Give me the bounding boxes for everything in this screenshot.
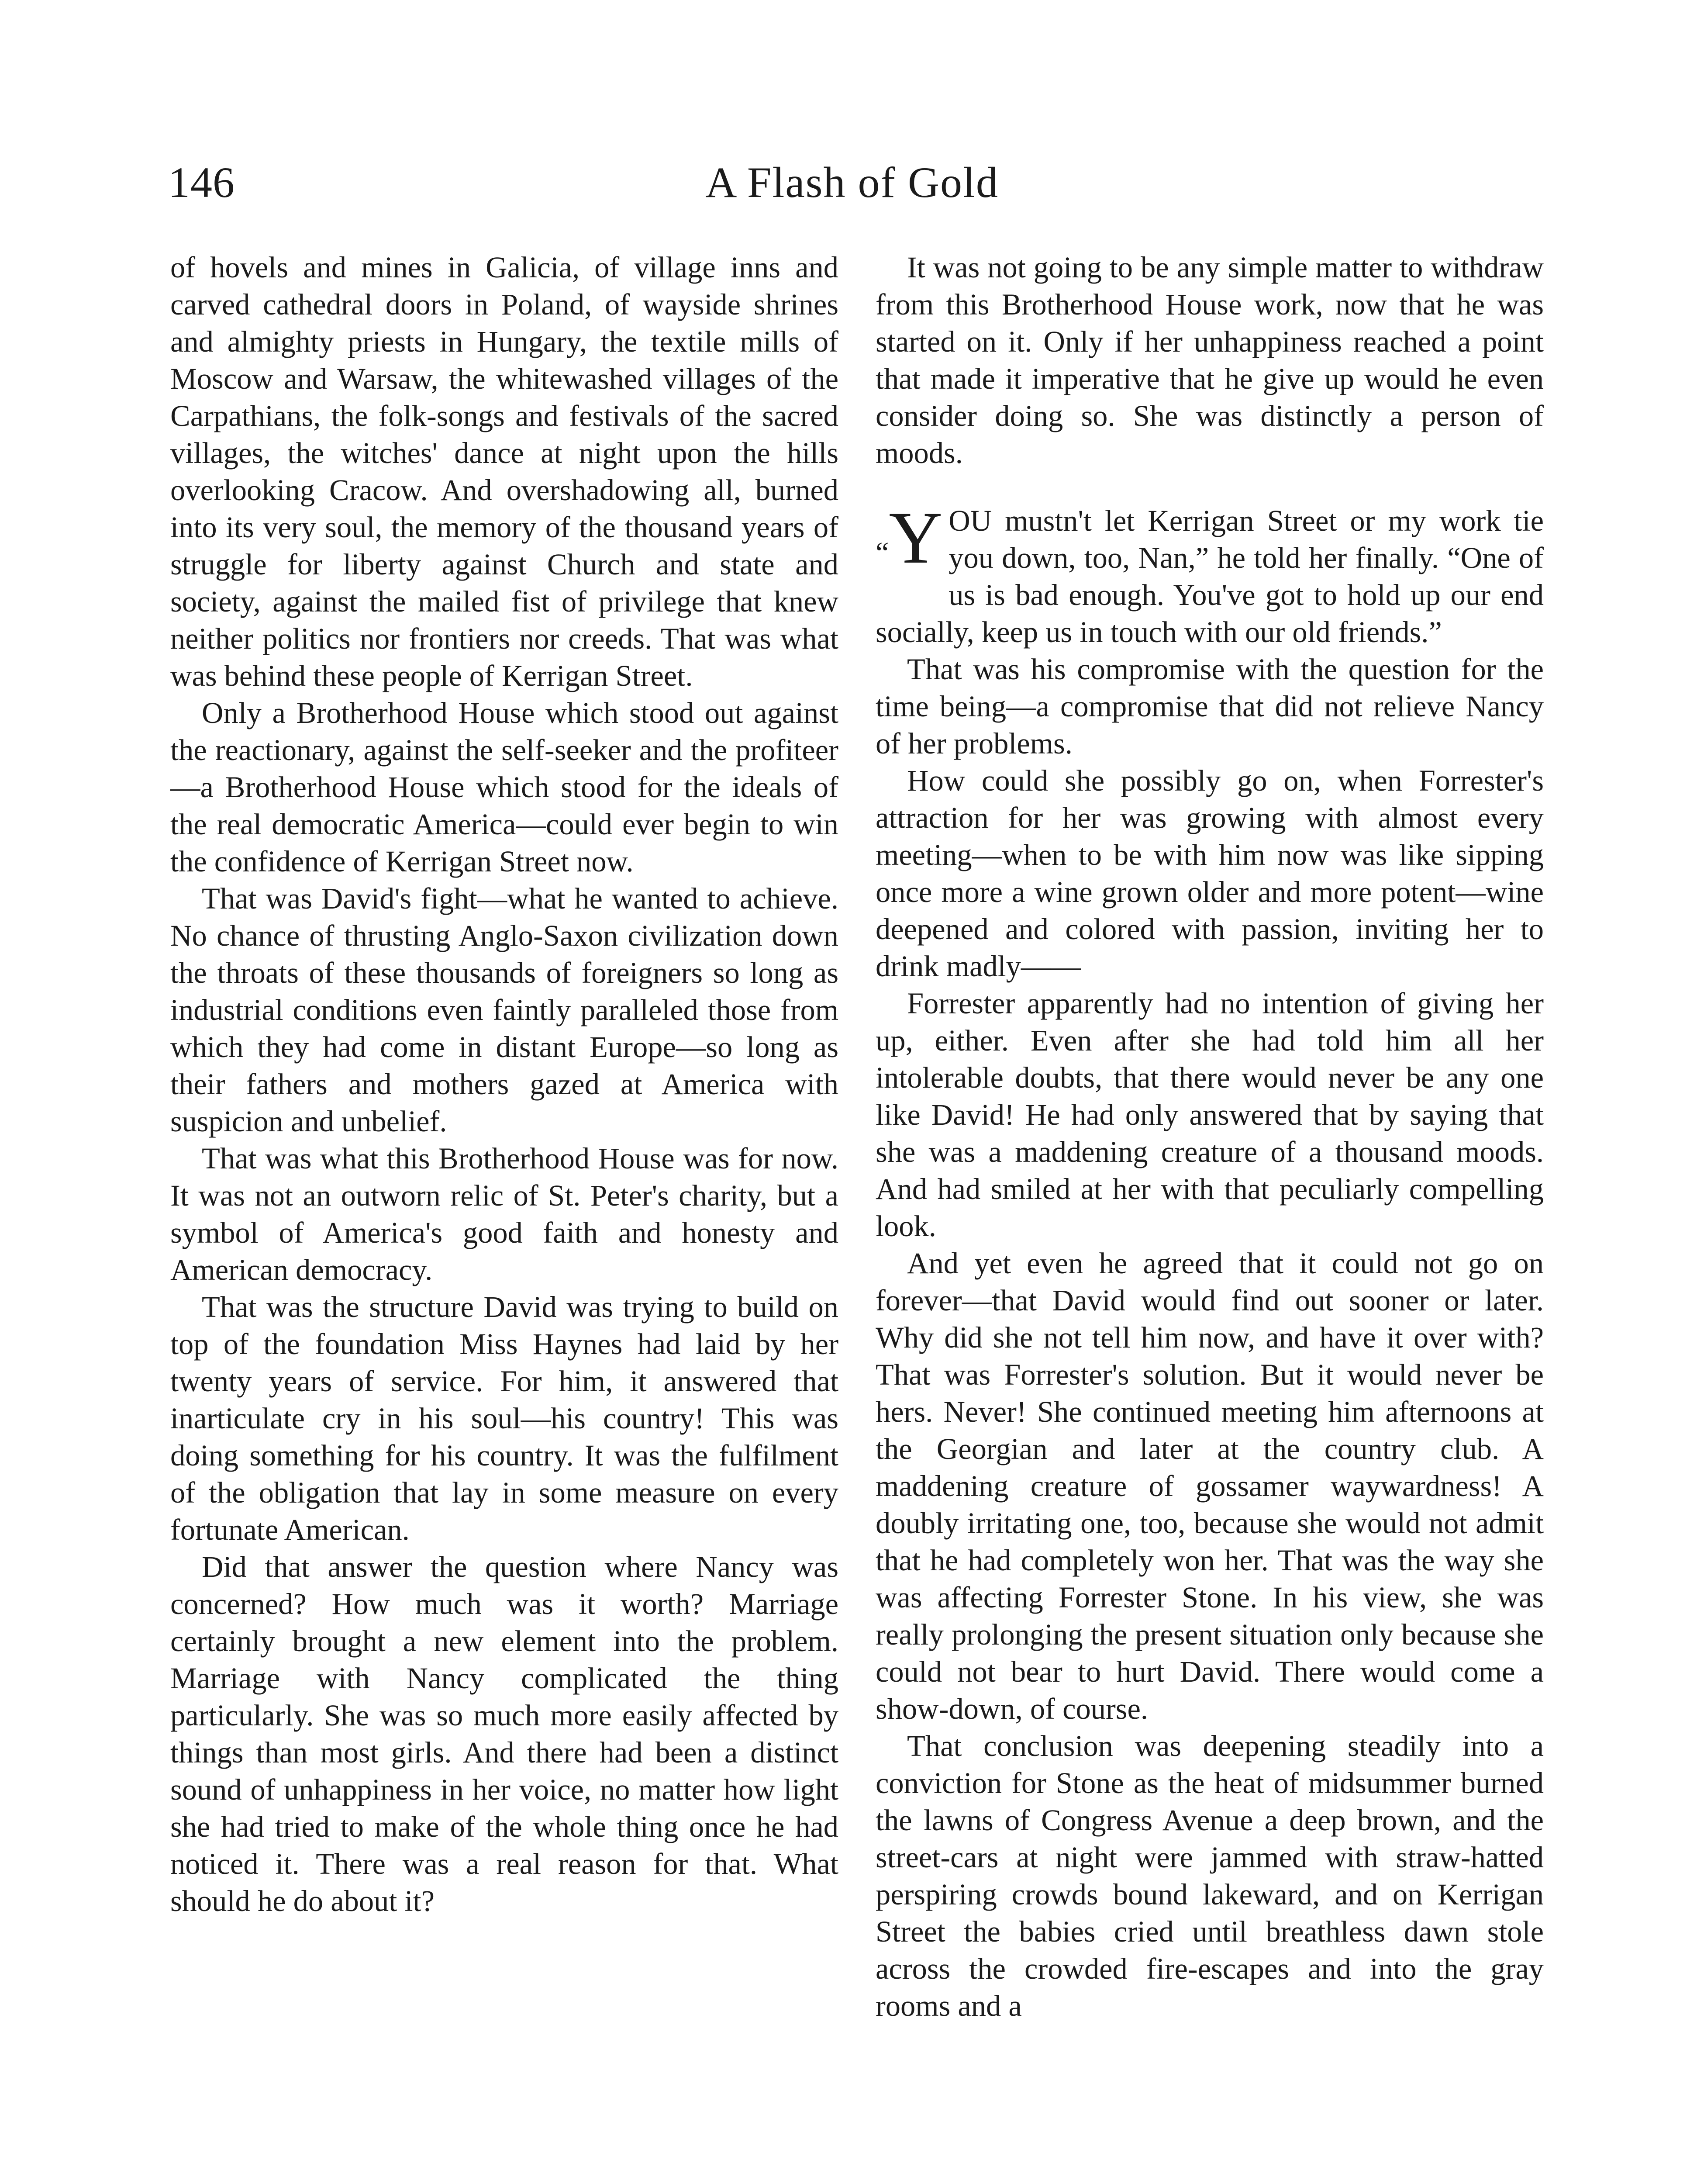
paragraph: of hovels and mines in Galicia, of village inns and carved cathedral doors in Poland, of wayside shrines and almighty priests in Hungary, the textile mills of Moscow and Warsaw, the whitewashed villages of the Carpathians, the folk-songs and festivals of the sacred villages, the witches' dance at night upon the hills overlooking Cracow. And overshadowing all, burned into its very soul, the memory of the thousand years of struggle for liberty against Church and state and society, against the mailed fist of privilege that knew neither politics nor frontiers nor creeds. That was what was behind these people of Kerrigan Street. xyxy=(170,251,838,692)
paragraph: That was what this Brotherhood House was for now. It was not an outworn relic of St. Peter's charity, but a symbol of America's good faith and honesty and American democracy. xyxy=(170,1142,838,1286)
paragraph: That was the structure David was trying to build on top of the foundation Miss Haynes had laid by her twenty years of service. For him, it answered that inarticulate cry in his soul—his country! This was doing something for his country. It was the fulfilment of the obligation that lay in some measure on every fortunate American. xyxy=(170,1290,838,1546)
drop-cap xyxy=(876,497,943,585)
drop-cap-quote: “ xyxy=(876,536,889,569)
paragraph: Only a Brotherhood House which stood out against the reactionary, against the self-seeker and the profiteer—a Brotherhood House which stood for the ideals of the real democratic America—could ever begin to win the confidence of Kerrigan Street now. xyxy=(170,696,838,878)
paragraph: That conclusion was deepening steadily into a conviction for Stone as the heat of midsummer burned the lawns of Congress Avenue a deep brown, and the street-cars at night were jammed with straw-hatted perspiring crowds bound lakeward, and on Kerrigan Street the babies cried until breathless dawn stole across the crowded fire-escapes and into the gray rooms and a xyxy=(876,1729,1544,2022)
paragraph: Forrester apparently had no intention of giving her up, either. Even after she had told him all her intolerable doubts, that there would never be any one like David! He had only answered that by saying that she was a maddening creature of a thousand moods. And had smiled at her with that peculiarly compelling look. xyxy=(876,987,1544,1243)
paragraph: That was David's fight—what he wanted to achieve. No chance of thrusting Anglo-Saxon civilization down the throats of these thousands of foreigners so long as industrial conditions even faintly paralleled those from which they had come in distant Europe—so long as their fathers and mothers gazed at America with suspicion and unbelief. xyxy=(170,882,838,1138)
paragraph-with-drop-cap xyxy=(876,497,1544,651)
running-title: A Flash of Gold xyxy=(705,158,999,207)
drop-cap-letter: Y xyxy=(889,497,943,579)
left-column xyxy=(170,249,838,1920)
paragraph: It was not going to be any simple matter to withdraw from this Brotherhood House work, now that he was started on it. Only if her unhappiness reached a point that made it imperative that he give up would he even consider doing so. She was distinctly a person of moods. xyxy=(876,251,1544,470)
right-column xyxy=(876,249,1544,2025)
paragraph: And yet even he agreed that it could not go on forever—that David would find out sooner or later. Why did she not tell him now, and have it over with? That was Forrester's solution. But it would never be hers. Never! She continued meeting him afternoons at the Georgian and later at the country club. A maddening creature of gossamer waywardness! A doubly irritating one, too, because she would not admit that he had completely won her. That was the way she was affecting Forrester Stone. In his view, she was really prolonging the present situation only because she could not bear to hurt David. There would come a show-down, of course. xyxy=(876,1247,1544,1725)
paragraph: That was his compromise with the question for the time being—a compromise that did not relieve Nancy of her problems. xyxy=(876,653,1544,760)
paragraph: How could she possibly go on, when Forrester's attraction for her was growing with almost every meeting—when to be with him now was like sipping once more a wine grown older and more potent—wine deepened and colored with passion, inviting her to drink madly—— xyxy=(876,764,1544,983)
paragraph: Did that answer the question where Nancy was concerned? How much was it worth? Marriage certainly brought a new element into the problem. Marriage with Nancy complicated the thing particularly. She was so much more easily affected by things than most girls. And there had been a distinct sound of unhappiness in her voice, no matter how light she had tried to make of the whole thing once he had noticed it. There was a real reason for that. What should he do about it? xyxy=(170,1550,838,1918)
page-header xyxy=(0,157,1704,218)
page-number: 146 xyxy=(168,158,235,207)
paragraph-text: OU mustn't let Kerrigan Street or my work tie you down, too, Nan,” he told her finally. “One of us is bad enough. You've got to hold up our end socially, keep us in touch with our old friends.” xyxy=(876,504,1544,649)
